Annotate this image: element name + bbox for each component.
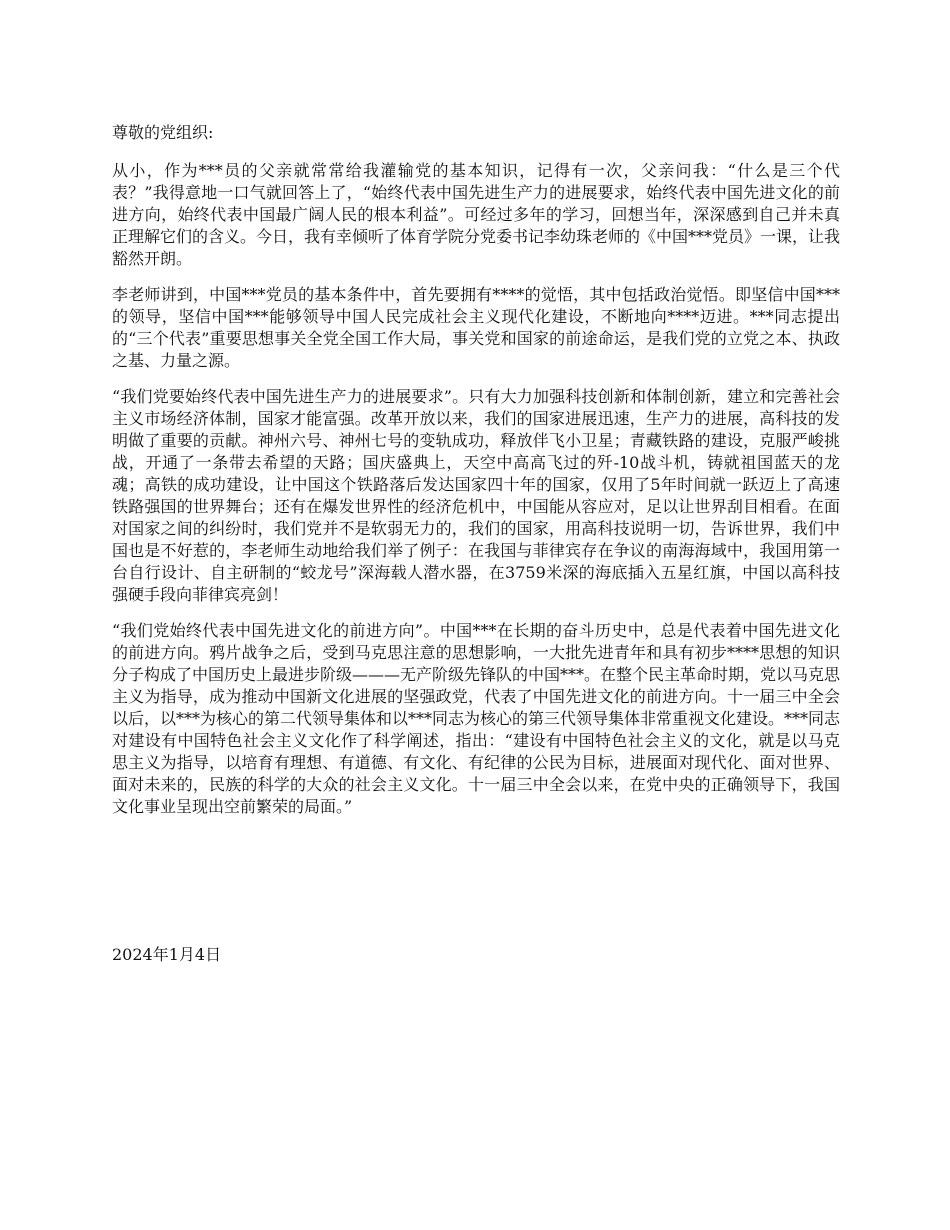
salutation: 尊敬的党组织: (112, 123, 214, 142)
paragraph-advanced-culture: “我们党始终代表中国先进文化的前进方向”。中国***在长期的奋斗历史中，总是代表着中国先进文化的前进方向。鸦片战争之后，受到马克思注意的思想影响，一大批先进青年和具有初步****思想的知识分子构成了中国历史上最进步阶级———无产阶级先锋队的中国***。在整个民主革命时期，党以马克思主义为指导，成为推动中国新文化进展的坚强政党，代表了中国先进文化的前进方向。十一届三中全会以后，以***为核心的第二代领导集体和以***同志为核心的第三代领导集体非常重视文化建设。***同志对建设有中国特色社会主义文化作了科学阐述，指出：“建设有中国特色社会主义的文化，就是以马克思主义为指导，以培育有理想、有道德、有文化、有纪律的公民为目标，进展面对现代化、面对世界、面对未来的，民族的科学的大众的社会主义文化。十一届三中全会以来，在党中央的正确领导下，我国文化事业呈现出空前繁荣的局面。” (112, 621, 841, 816)
letter-date: 2024年1月4日 (112, 945, 222, 964)
paragraph-productive-forces: “我们党要始终代表中国先进生产力的进展要求”。只有大力加强科技创新和体制创新，建立和完善社会主义市场经济体制，国家才能富强。改革开放以来，我们的国家进展迅速，生产力的进展，高科技的发明做了重要的贡献。神州六号、神州七号的变轨成功，释放伴飞小卫星；青藏铁路的建设，克服严峻挑战，开通了一条带去希望的天路；国庆盛典上，天空中高高飞过的歼-10战斗机，铸就祖国蓝天的龙魂；高铁的成功建设，让中国这个铁路落后发达国家四十年的国家，仅用了5年时间就一跃迈上了高速铁路强国的世界舞台；还有在爆发世界性的经济危机中，中国能从容应对，足以让世界刮目相看。在面对国家之间的纠纷时，我们党并不是软弱无力的，我们的国家，用高科技说明一切，告诉世界，我们中国也是不好惹的，李老师生动地给我们举了例子：在我国与菲律宾存在争议的南海海域中，我国用第一台自行设计、自主研制的“蛟龙号”深海载人潜水器，在3759米深的海底插入五星红旗，中国以高科技强硬手段向菲律宾亮剑！ (112, 387, 840, 604)
letter-body (112, 122, 840, 832)
paragraph-childhood: 从小，作为***员的父亲就常常给我灌输党的基本知识，记得有一次，父亲问我：“什么是三个代表？”我得意地一口气就回答上了，“始终代表中国先进生产力的进展要求，始终代表中国先进文化的前进方向，始终代表中国最广阔人民的根本利益”。可经过多年的学习，回想当年，深深感到自己并未真正理解它们的含义。今日，我有幸倾听了体育学院分党委书记李幼珠老师的《中国***党员》一课，让我豁然开朗。 (112, 161, 841, 268)
paragraph-party-member-conditions: 李老师讲到，中国***党员的基本条件中，首先要拥有****的觉悟，其中包括政治觉悟。即坚信中国***的领导，坚信中国***能够领导中国人民完成社会主义现代化建设，不断地向****迈进。***同志提出的“三个代表”重要思想事关全党全国工作大局，事关党和国家的前途命运，是我们党的立党之本、执政之基、力量之源。 (112, 285, 840, 370)
